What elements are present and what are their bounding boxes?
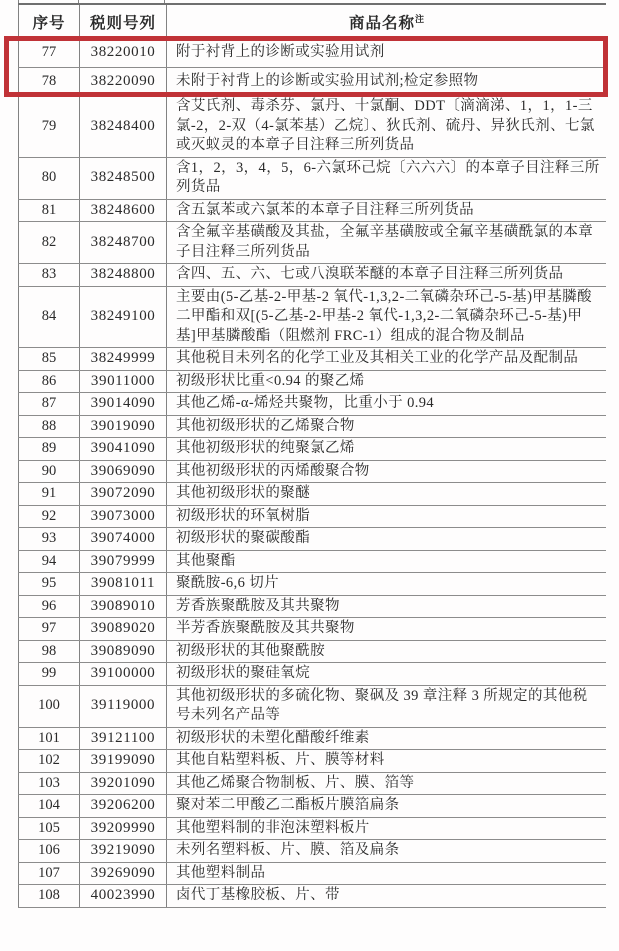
serial-cell: 107 <box>19 862 80 885</box>
table-row <box>19 595 607 618</box>
tariff-code-cell: 39089010 <box>80 595 167 618</box>
table-row <box>19 727 607 750</box>
serial-cell: 93 <box>19 528 80 551</box>
table-header <box>19 4 607 39</box>
serial-cell: 102 <box>19 750 80 773</box>
product-name-cell: 聚酰胺-6,6 切片 <box>167 573 607 596</box>
header-col-serial: 序号 <box>19 4 80 39</box>
product-name-cell: 初级形状的其他聚酰胺 <box>167 640 607 663</box>
table-row <box>19 817 607 840</box>
table-row <box>19 157 607 199</box>
product-name-cell: 卤代丁基橡胶板、片、带 <box>167 885 607 908</box>
product-name-cell: 聚对苯二甲酸乙二酯板片膜箔扁条 <box>167 795 607 818</box>
table-header-row <box>19 4 607 39</box>
serial-cell: 88 <box>19 415 80 438</box>
table-row <box>19 795 607 818</box>
serial-cell: 95 <box>19 573 80 596</box>
tariff-code-cell: 39269090 <box>80 862 167 885</box>
serial-cell: 108 <box>19 885 80 908</box>
product-name-cell: 初级形状比重<0.94 的聚乙烯 <box>167 370 607 393</box>
product-name-cell: 其他乙烯-α-烯烃共聚物，比重小于 0.94 <box>167 393 607 416</box>
serial-cell: 106 <box>19 840 80 863</box>
product-name-cell: 其他塑料制品 <box>167 862 607 885</box>
serial-cell: 100 <box>19 685 80 727</box>
product-name-cell: 附于衬背上的诊断或实验用试剂 <box>167 39 607 68</box>
tariff-code-cell: 38248500 <box>80 157 167 199</box>
serial-cell: 104 <box>19 795 80 818</box>
serial-cell: 77 <box>19 39 80 68</box>
tariff-code-cell: 39041090 <box>80 438 167 461</box>
tariff-code-cell: 39069090 <box>80 460 167 483</box>
tariff-code-cell: 38220010 <box>80 39 167 68</box>
serial-cell: 101 <box>19 727 80 750</box>
table-row <box>19 393 607 416</box>
header-col-product-name-label: 商品名称 <box>348 14 415 32</box>
tariff-code-cell: 38248400 <box>80 96 167 158</box>
product-name-cell: 未附于衬背上的诊断或实验用试剂;检定参照物 <box>167 67 607 96</box>
serial-cell: 86 <box>19 370 80 393</box>
tariff-code-cell: 38249100 <box>80 286 167 348</box>
table-row <box>19 438 607 461</box>
serial-cell: 85 <box>19 348 80 371</box>
tariff-code-cell: 38248700 <box>80 222 167 264</box>
product-name-cell: 芳香族聚酰胺及其共聚物 <box>167 595 607 618</box>
product-name-cell: 含五氯苯或六氯苯的本章子目注释三所列货品 <box>167 199 607 222</box>
serial-cell: 92 <box>19 505 80 528</box>
product-name-cell: 未列名塑料板、片、膜、箔及扁条 <box>167 840 607 863</box>
product-name-cell: 其他塑料制的非泡沫塑料板片 <box>167 817 607 840</box>
product-name-cell: 含全氟辛基磺酸及其盐，全氟辛基磺胺或全氟辛基磺酰氯的本章子目注释三所列货品 <box>167 222 607 264</box>
tariff-code-cell: 39201090 <box>80 772 167 795</box>
serial-cell: 82 <box>19 222 80 264</box>
serial-cell: 97 <box>19 618 80 641</box>
serial-cell: 84 <box>19 286 80 348</box>
product-name-cell: 含艾氏剂、毒杀芬、氯丹、十氯酮、DDT〔滴滴涕、1，1，1-三氯-2，2-双（4-氯苯基）乙烷〕、狄氏剂、硫丹、异狄氏剂、七氯或灭蚁灵的本章子目注释三所列货品 <box>167 96 607 158</box>
table-row <box>19 286 607 348</box>
tariff-code-cell: 39079999 <box>80 550 167 573</box>
serial-cell: 105 <box>19 817 80 840</box>
tariff-code-cell: 39089090 <box>80 640 167 663</box>
table-row <box>19 39 607 68</box>
table-row <box>19 862 607 885</box>
tariff-code-cell: 39074000 <box>80 528 167 551</box>
table-row <box>19 840 607 863</box>
serial-cell: 99 <box>19 663 80 686</box>
header-col-tariff-code: 税则号列 <box>80 4 167 39</box>
serial-cell: 94 <box>19 550 80 573</box>
product-name-cell: 其他初级形状的多硫化物、聚砜及 39 章注释 3 所规定的其他税号未列名产品等 <box>167 685 607 727</box>
tariff-code-cell: 39011000 <box>80 370 167 393</box>
product-name-cell: 半芳香族聚酰胺及其共聚物 <box>167 618 607 641</box>
product-name-cell: 主要由(5-乙基-2-甲基-2 氧代-1,3,2-二氧磷杂环己-5-基)甲基膦酸二甲酯和双[(5-乙基-2-甲基-2 氧代-1,3,2-二氧磷杂环己-5-基)甲基]甲基膦酸酯（阻燃剂 FRC-1）组成的混合物及制品 <box>167 286 607 348</box>
tariff-code-cell: 39100000 <box>80 663 167 686</box>
tariff-code-cell: 39089020 <box>80 618 167 641</box>
tariff-code-cell: 39073000 <box>80 505 167 528</box>
table-row <box>19 415 607 438</box>
serial-cell: 91 <box>19 483 80 506</box>
serial-cell: 98 <box>19 640 80 663</box>
serial-cell: 103 <box>19 772 80 795</box>
product-name-cell: 其他乙烯聚合物制板、片、膜、箔等 <box>167 772 607 795</box>
table-row <box>19 685 607 727</box>
table-row <box>19 199 607 222</box>
product-name-cell: 其他税目未列名的化学工业及其相关工业的化学产品及配制品 <box>167 348 607 371</box>
product-name-cell: 初级形状的未塑化醋酸纤维素 <box>167 727 607 750</box>
table-row <box>19 483 607 506</box>
tariff-code-cell: 39081011 <box>80 573 167 596</box>
table-row <box>19 264 607 287</box>
table-row <box>19 96 607 158</box>
header-note-superscript: 注 <box>415 13 425 24</box>
table-row <box>19 67 607 96</box>
tariff-code-cell: 39119000 <box>80 685 167 727</box>
product-name-cell: 其他初级形状的纯聚氯乙烯 <box>167 438 607 461</box>
serial-cell: 80 <box>19 157 80 199</box>
product-name-cell: 其他初级形状的丙烯酸聚合物 <box>167 460 607 483</box>
tariff-code-cell: 39121100 <box>80 727 167 750</box>
product-name-cell: 其他聚酯 <box>167 550 607 573</box>
header-col-product-name <box>167 4 607 39</box>
tariff-code-cell: 39014090 <box>80 393 167 416</box>
table-row <box>19 772 607 795</box>
tariff-code-cell: 39209990 <box>80 817 167 840</box>
serial-cell: 87 <box>19 393 80 416</box>
product-name-cell: 初级形状的环氧树脂 <box>167 505 607 528</box>
table-row <box>19 460 607 483</box>
tariff-code-cell: 39219090 <box>80 840 167 863</box>
table-row <box>19 640 607 663</box>
table-row <box>19 222 607 264</box>
product-name-cell: 初级形状的聚碳酸酯 <box>167 528 607 551</box>
table-row <box>19 573 607 596</box>
tariff-table <box>18 3 606 908</box>
tariff-code-cell: 39072090 <box>80 483 167 506</box>
table-row <box>19 750 607 773</box>
product-name-cell: 含1，2，3，4，5，6-六氯环己烷〔六六六〕的本章子目注释三所列货品 <box>167 157 607 199</box>
serial-cell: 83 <box>19 264 80 287</box>
table-row <box>19 663 607 686</box>
serial-cell: 89 <box>19 438 80 461</box>
table-row <box>19 348 607 371</box>
product-name-cell: 其他初级形状的聚醚 <box>167 483 607 506</box>
table-row <box>19 550 607 573</box>
tariff-code-cell: 38220090 <box>80 67 167 96</box>
serial-cell: 90 <box>19 460 80 483</box>
table-row <box>19 370 607 393</box>
table-row <box>19 505 607 528</box>
tariff-code-cell: 39199090 <box>80 750 167 773</box>
tariff-code-cell: 38248800 <box>80 264 167 287</box>
serial-cell: 81 <box>19 199 80 222</box>
product-name-cell: 初级形状的聚硅氧烷 <box>167 663 607 686</box>
product-name-cell: 其他自粘塑料板、片、膜等材料 <box>167 750 607 773</box>
table-body <box>19 39 607 908</box>
tariff-code-cell: 38249999 <box>80 348 167 371</box>
tariff-code-cell: 39019090 <box>80 415 167 438</box>
product-name-cell: 含四、五、六、七或八溴联苯醚的本章子目注释三所列货品 <box>167 264 607 287</box>
serial-cell: 78 <box>19 67 80 96</box>
table-row <box>19 885 607 908</box>
table-row <box>19 618 607 641</box>
tariff-code-cell: 38248600 <box>80 199 167 222</box>
serial-cell: 96 <box>19 595 80 618</box>
tariff-code-cell: 39206200 <box>80 795 167 818</box>
table-row <box>19 528 607 551</box>
tariff-code-cell: 40023990 <box>80 885 167 908</box>
serial-cell: 79 <box>19 96 80 158</box>
product-name-cell: 其他初级形状的乙烯聚合物 <box>167 415 607 438</box>
